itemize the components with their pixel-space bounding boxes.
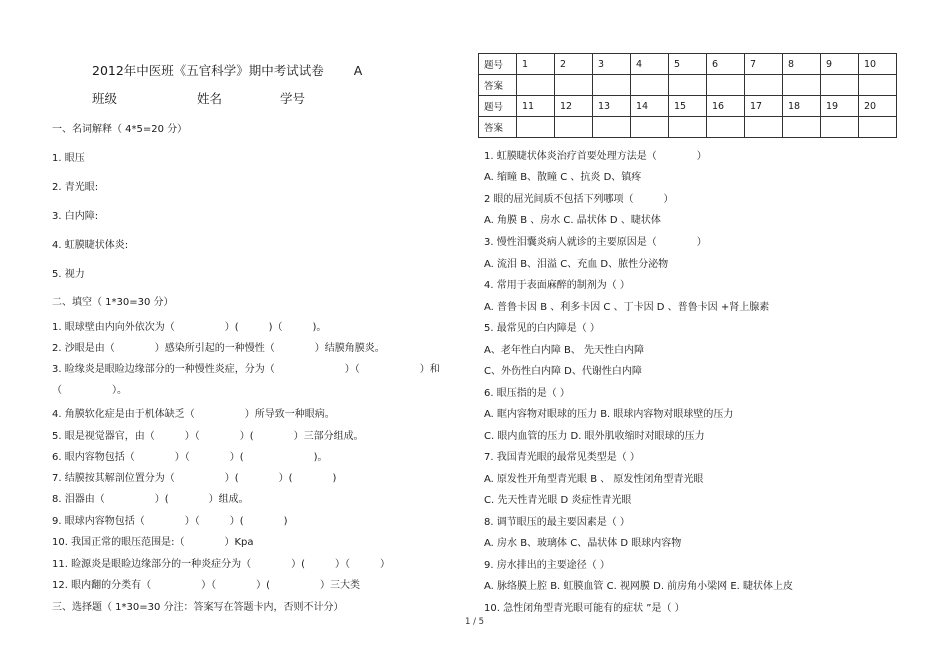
fill-item: 8. 泪器由（ ）( ）组成。 [52,494,249,505]
question-number-cell: 1 [517,54,555,75]
question-number-cell: 6 [707,54,745,75]
exam-title [92,61,362,79]
section1-item: 5. 视力 [52,269,85,280]
answer-cell[interactable] [631,117,669,138]
question-number-cell: 12 [555,96,593,117]
fill-item: 4. 角膜软化症是由于机体缺乏（ ）所导致一种眼病。 [52,409,335,420]
question-number-cell: 7 [745,54,783,75]
question-number-cell: 11 [517,96,555,117]
answer-cell[interactable] [631,75,669,96]
mc-question: 1. 虹膜睫状体炎治疗首要处理方法是（ ） [484,151,707,162]
fill-item: 10. 我国正常的眼压范围是:（ ）Kpa [52,537,254,548]
fill-item: 1. 眼球壁由内向外依次为（ ）( )（ )。 [52,322,327,333]
section1-item: 2. 青光眼: [52,182,99,193]
mc-options: A. 角膜 B 、房水 C. 晶状体 D 、睫状体 [484,215,661,226]
question-number-cell: 19 [821,96,859,117]
question-number-cell: 4 [631,54,669,75]
section2-heading: 二、填空（ 1*30=30 分） [52,297,174,308]
answer-cell[interactable] [707,117,745,138]
answer-row-label: 答案 [479,75,517,96]
answer-cell[interactable] [555,75,593,96]
mc-question: 6. 眼压指的是（ ） [484,388,570,399]
question-number-cell: 8 [783,54,821,75]
fill-item: 12. 眼内翻的分类有（ ）（ ）( ）三大类 [52,580,360,591]
answer-table-row [479,75,897,96]
question-number-cell: 3 [593,54,631,75]
answer-cell[interactable] [783,117,821,138]
question-number-cell: 13 [593,96,631,117]
mc-options: C、外伤性白内障 D、代谢性白内障 [484,366,642,377]
answer-cell[interactable] [593,117,631,138]
answer-cell[interactable] [745,75,783,96]
answer-sheet-table [478,53,897,138]
exam-version: A [353,63,363,78]
answer-cell[interactable] [745,117,783,138]
fill-item: 7. 结膜按其解剖位置分为（ ）( ）( ) [52,473,337,484]
fill-item: 2. 沙眼是由（ ）感染所引起的一种慢性（ ）结膜角膜炎。 [52,343,385,354]
mc-question: 3. 慢性泪囊炎病人就诊的主要原因是（ ） [484,237,707,248]
answer-table-row [479,54,897,75]
mc-options: A. 眶内容物对眼球的压力 B. 眼球内容物对眼球壁的压力 [484,409,734,420]
info-class-label: 班级 [92,91,118,106]
question-number-cell: 20 [859,96,897,117]
info-id-label: 学号 [280,91,306,106]
answer-cell[interactable] [593,75,631,96]
answer-cell[interactable] [669,117,707,138]
mc-question: 7. 我国青光眼的最常见类型是（ ） [484,452,640,463]
fill-item: 6. 眼内容物包括（ ）（ ）( )。 [52,452,328,463]
exam-title-text: 2012年中医班《五官科学》期中考试试卷 [92,63,324,78]
mc-options: A、老年性白内障 B、 先天性白内障 [484,345,645,356]
answer-cell[interactable] [707,75,745,96]
mc-question: 10. 急性闭角型青光眼可能有的症状 ”是（ ） [484,603,685,614]
question-number-cell: 16 [707,96,745,117]
section1-heading: 一、名词解释（ 4*5=20 分） [52,124,188,135]
section1-item: 3. 白内障: [52,211,99,222]
question-number-cell: 14 [631,96,669,117]
question-number-cell: 10 [859,54,897,75]
mc-options: C. 先天性青光眼 D 炎症性青光眼 [484,495,632,506]
page-indicator: 1 / 5 [465,617,485,627]
fill-item: 3. 睑缘炎是眼睑边缘部分的一种慢性炎症，分为（ ）（ ）和 [52,364,440,375]
section1-item: 1. 眼压 [52,153,85,164]
mc-options: C. 眼内血管的压力 D. 眼外肌收缩时对眼球的压力 [484,431,705,442]
question-number-cell: 17 [745,96,783,117]
mc-question: 9. 房水排出的主要途径（ ） [484,560,610,571]
question-number-cell: 2 [555,54,593,75]
info-name-label: 姓名 [197,91,223,106]
answer-cell[interactable] [517,117,555,138]
answer-table-row [479,117,897,138]
mc-options: A. 普鲁卡因 B 、利多卡因 C 、丁卡因 D 、普鲁卡因 +肾上腺素 [484,302,770,313]
fill-item: 11. 睑源炎是眼睑边缘部分的一种炎症分为（ ）( ）（ ） [52,559,390,570]
fill-item: 9. 眼球内容物包括（ ）（ ）( ) [52,516,288,527]
question-number-cell: 5 [669,54,707,75]
mc-options: A. 缩瞳 B、散瞳 C 、抗炎 D、镇疼 [484,172,642,183]
section3-heading: 三、选择题（ 1*30=30 分注：答案写在答题卡内，否则不计分） [52,602,344,613]
question-number-cell: 9 [821,54,859,75]
section1-item: 4. 虹膜睫状体炎: [52,240,129,251]
mc-question: 5. 最常见的白内障是（ ） [484,323,600,334]
answer-cell[interactable] [517,75,555,96]
answer-cell[interactable] [783,75,821,96]
mc-options: A. 流泪 B、泪溢 C、充血 D、脓性分泌物 [484,259,669,270]
answer-cell[interactable] [821,75,859,96]
mc-question: 8. 调节眼压的最主要因素是（ ） [484,517,630,528]
mc-options: A. 房水 B、玻璃体 C、晶状体 D 眼球内容物 [484,538,682,549]
answer-row-label: 答案 [479,117,517,138]
question-number-cell: 15 [669,96,707,117]
answer-cell[interactable] [859,75,897,96]
mc-options: A. 脉络膜上腔 B. 虹膜血管 C. 视网膜 D. 前房角小梁网 E. 睫状体上皮 [484,581,794,592]
mc-question: 4. 常用于表面麻醉的制剂为（ ） [484,280,630,291]
fill-item: 5. 眼是视觉器官，由（ ）（ ）( ）三部分组成。 [52,431,364,442]
number-row-label: 题号 [479,54,517,75]
answer-cell[interactable] [669,75,707,96]
answer-table-row [479,96,897,117]
answer-cell[interactable] [859,117,897,138]
answer-cell[interactable] [821,117,859,138]
mc-question: 2 眼的屈光间质不包括下列哪项（ ） [484,194,674,205]
mc-options: A. 原发性开角型青光眼 B 、 原发性闭角型青光眼 [484,474,704,485]
answer-cell[interactable] [555,117,593,138]
question-number-cell: 18 [783,96,821,117]
number-row-label: 题号 [479,96,517,117]
fill-item: （ ）。 [52,385,127,396]
